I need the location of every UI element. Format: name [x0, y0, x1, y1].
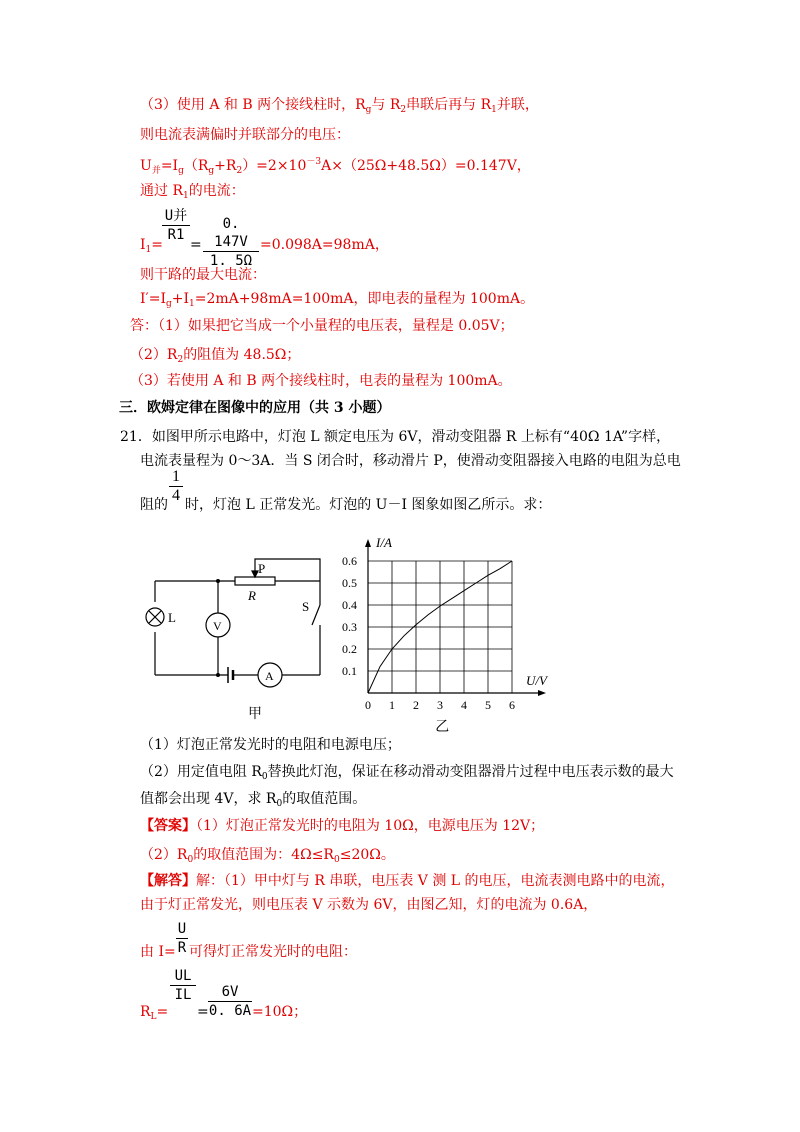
sol3-line-7: $I'=I_g+I_1=2mA+98mA=100mA$，即电表的量程为 100mA。	[140, 291, 535, 309]
y-tick-label: 0.1	[342, 664, 357, 678]
answer-line-1-q21: 【答案】（1）灯泡正常发光时的电阻为 10Ω，电源电压为 12V；	[140, 818, 545, 834]
fraction-one-quarter: 1 4	[169, 468, 183, 505]
fraction-ul-over-il: UL IL	[170, 967, 196, 1004]
answer-line-3: （3）若使用 A 和 B 两个接线柱时，电表的量程为 100mA。	[130, 373, 512, 389]
solution-line-2: 由于灯正常发光，则电压表 V 示数为 6V，由图乙知，灯的电流为 0.6A，	[140, 897, 598, 913]
sol3-line-2: 则电流表满偏时并联部分的电压：	[140, 127, 350, 143]
sol3-line-3: $U_并=I_g(R_g+R_2)=2\times 10^{-3}A\times(25\Omega+48.5\Omega)=0.147V$，	[140, 157, 531, 176]
fraction-6v-over-06a: 6V 0. 6A	[208, 984, 252, 1019]
x-tick-label: 1	[389, 698, 395, 712]
sol3-line-1: （3）使用 A 和 B 两个接线柱时，$R_g$与 $R_2$串联后再与 $R_1$并联，	[140, 97, 539, 115]
label-s: S	[302, 599, 310, 614]
sol3-line-6: 则干路的最大电流：	[140, 267, 266, 283]
solution-line-3-pre: 由 I=	[140, 944, 176, 960]
sol3-line-4: 通过 $R_1$的电流：	[140, 183, 245, 201]
y-tick-label: 0.6	[342, 554, 357, 568]
y-tick-label: 0.3	[342, 620, 357, 634]
x-tick-label: 6	[509, 698, 515, 712]
caption-jia: 甲	[248, 707, 262, 722]
y-tick-label: 0.2	[342, 642, 357, 656]
circuit-diagram	[140, 545, 340, 725]
rl-label: $R_L=$	[140, 1004, 169, 1022]
y-tick-label: 0.5	[342, 576, 357, 590]
q21-sub-2: （2）用定值电阻 $R_0$替换此灯泡，保证在移动滑动变阻器滑片过程中电压表示数的最大	[140, 764, 674, 782]
label-l: L	[168, 610, 176, 625]
q21-line-1: 21．如图甲所示电路中，灯泡 L 额定电压为 6V，滑动变阻器 R 上标有“40Ω 1A”字样，	[120, 429, 671, 445]
solution-line-3-post: 可得灯正常发光时的电阻：	[189, 944, 357, 960]
x-tick-label: 3	[437, 698, 443, 712]
y-tick-label: 0.4	[342, 598, 357, 612]
equals-sign-2: =	[197, 1004, 209, 1020]
fraction-0147-over-15: 0. 147V 1. 5Ω	[203, 215, 259, 270]
q21-line-3-pre: 阻的	[140, 497, 168, 513]
equals-sign: =	[190, 237, 202, 253]
q21-sub-1: （1）灯泡正常发光时的电阻和电源电压；	[140, 737, 401, 753]
q21-line-3-post: 时，灯泡 L 正常发光。灯泡的 U－I 图象如图乙所示。求：	[185, 497, 552, 513]
label-r: R	[248, 588, 256, 603]
i1-label: $I_1=$	[140, 237, 163, 255]
rl-result: =10Ω；	[252, 1004, 308, 1020]
x-tick-label: 5	[485, 698, 491, 712]
answer-line-1: 答：（1）如果把它当成一个小量程的电压表，量程是 0.05V；	[130, 318, 514, 334]
chart-caption: 乙	[435, 720, 450, 735]
q21-sub-2-cont: 值都会出现 4V，求 $R_0$的取值范围。	[140, 791, 367, 809]
q21-line-2: 电流表量程为 0～3A．当 S 闭合时，移动滑片 P，使滑动变阻器接入电路的电阻为总电	[140, 453, 681, 469]
iu-chart	[340, 520, 560, 735]
label-v: V	[213, 619, 222, 633]
label-a: A	[265, 669, 274, 683]
x-axis-arrow	[538, 690, 546, 696]
i1-result: =0.098A=98mA，	[260, 237, 389, 253]
label-p: P	[258, 561, 266, 576]
section-title: 三．欧姆定律在图像中的应用（共 3 小题）	[119, 400, 391, 416]
chart-xlabel: U/V	[526, 673, 547, 688]
x-tick-label: 4	[461, 698, 467, 712]
fraction-u-over-r1: U并 R1	[162, 207, 190, 244]
solution-line-1: 【解答】解：（1）甲中灯与 R 串联，电压表 V 测 L 的电压，电流表测电路中的电流，	[140, 873, 675, 889]
chart-ylabel: I/A	[376, 535, 392, 550]
answer-line-2: $(2)R_2$的阻值为 48.5Ω；	[130, 347, 301, 365]
fraction-u-over-r: U R	[177, 921, 187, 956]
x-tick-label: 2	[413, 698, 419, 712]
x-tick-label: 0	[365, 698, 371, 712]
answer-line-2-q21: $(2)R_0$的取值范围为：$4\Omega\le R_0\le 20\Omega$。	[140, 847, 395, 865]
y-axis-arrow	[365, 539, 371, 547]
